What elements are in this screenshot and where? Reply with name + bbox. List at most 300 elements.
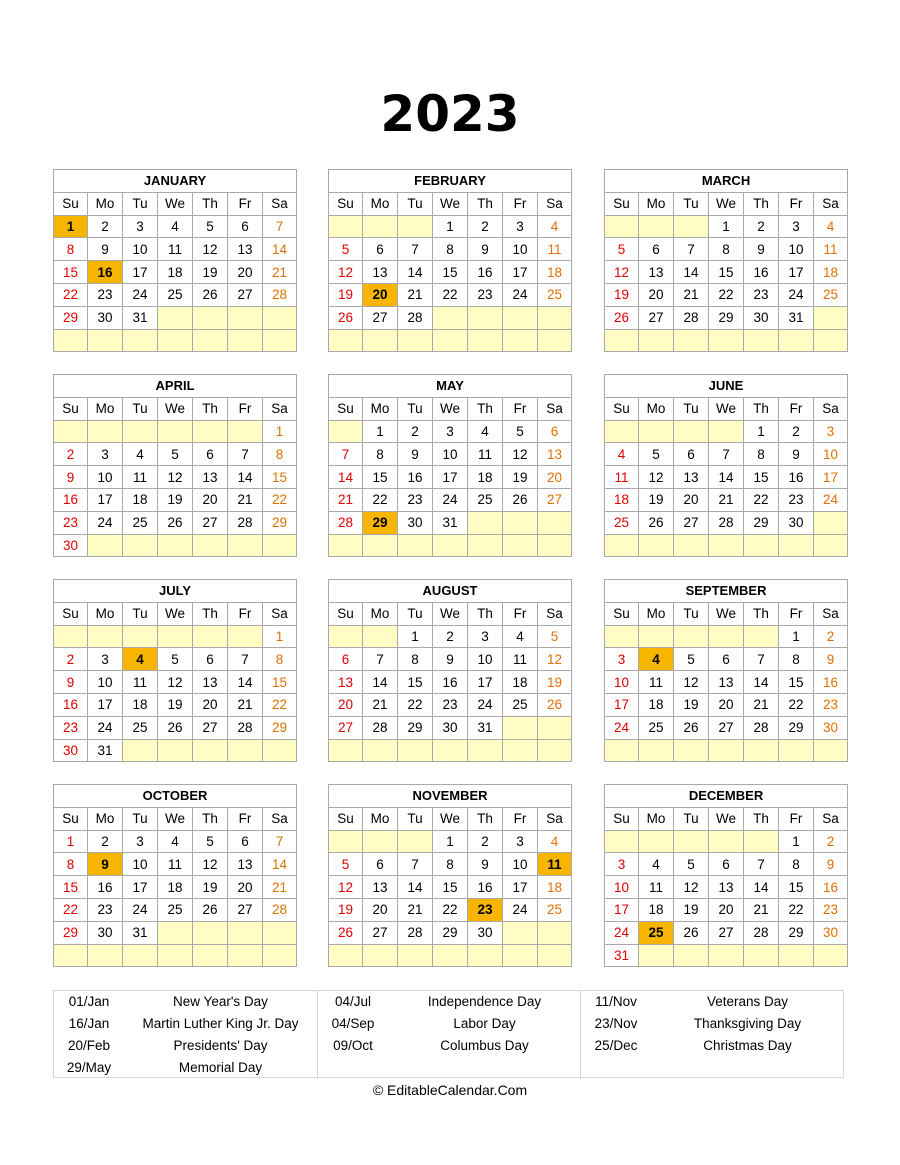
day-cell: 3 — [88, 648, 123, 671]
day-cell: 18 — [639, 898, 674, 921]
day-cell: 24 — [605, 716, 639, 739]
holiday-row — [54, 1013, 317, 1035]
weekday-header: Sa — [538, 397, 572, 420]
day-cell: 12 — [158, 466, 193, 489]
day-cell: 11 — [123, 671, 158, 694]
day-cell: 11 — [158, 238, 193, 261]
empty-cell — [503, 921, 538, 944]
empty-cell — [744, 739, 779, 762]
month-name: SEPTEMBER — [605, 580, 848, 603]
empty-cell — [329, 329, 363, 352]
empty-cell — [398, 944, 433, 967]
empty-cell — [605, 420, 639, 443]
month-calendar — [604, 579, 848, 762]
day-cell: 19 — [158, 693, 193, 716]
empty-cell — [228, 625, 263, 648]
day-cell: 15 — [363, 466, 398, 489]
day-cell: 9 — [398, 443, 433, 466]
empty-cell — [228, 739, 263, 762]
empty-cell — [605, 830, 639, 853]
weekday-header: We — [709, 807, 744, 830]
day-cell: 20 — [709, 693, 744, 716]
holiday-date: 11/Nov — [595, 994, 637, 1009]
day-cell: 21 — [329, 488, 363, 511]
empty-cell — [329, 830, 363, 853]
day-cell: 12 — [503, 443, 538, 466]
empty-cell — [123, 420, 158, 443]
weekday-header: Fr — [779, 602, 814, 625]
weekday-header: Su — [329, 807, 363, 830]
day-cell: 20 — [674, 488, 709, 511]
day-cell: 14 — [709, 466, 744, 489]
day-cell: 2 — [54, 443, 88, 466]
empty-cell — [54, 625, 88, 648]
day-cell: 10 — [123, 853, 158, 876]
empty-cell — [363, 329, 398, 352]
day-cell: 3 — [468, 625, 503, 648]
day-cell: 31 — [468, 716, 503, 739]
day-cell: 30 — [54, 534, 88, 557]
month-calendar — [328, 169, 572, 352]
day-cell: 28 — [744, 921, 779, 944]
day-cell: 16 — [88, 261, 123, 284]
day-cell: 3 — [814, 420, 848, 443]
day-cell: 22 — [363, 488, 398, 511]
empty-cell — [468, 306, 503, 329]
day-cell: 8 — [779, 648, 814, 671]
day-cell: 27 — [363, 921, 398, 944]
day-cell: 5 — [674, 853, 709, 876]
empty-cell — [123, 944, 158, 967]
day-cell: 28 — [674, 306, 709, 329]
day-cell: 1 — [263, 420, 297, 443]
footer-credit: © EditableCalendar.Com — [372, 1082, 528, 1098]
weekday-header: Mo — [88, 192, 123, 215]
day-cell: 21 — [744, 898, 779, 921]
day-cell: 4 — [538, 830, 572, 853]
day-cell: 9 — [814, 648, 848, 671]
day-cell: 11 — [605, 466, 639, 489]
day-cell: 4 — [538, 215, 572, 238]
year-title: 2023 — [380, 85, 520, 143]
empty-cell — [329, 739, 363, 762]
day-cell: 19 — [674, 693, 709, 716]
day-cell: 22 — [709, 283, 744, 306]
holiday-name: Presidents' Day — [173, 1038, 268, 1053]
day-cell: 27 — [538, 488, 572, 511]
empty-cell — [193, 306, 228, 329]
day-cell: 16 — [54, 693, 88, 716]
empty-cell — [503, 739, 538, 762]
day-cell: 11 — [503, 648, 538, 671]
day-cell: 18 — [538, 261, 572, 284]
day-cell: 29 — [398, 716, 433, 739]
empty-cell — [433, 534, 468, 557]
month-name: JULY — [54, 580, 297, 603]
day-cell: 5 — [503, 420, 538, 443]
weekday-header: Th — [744, 602, 779, 625]
weekday-header: Th — [468, 807, 503, 830]
day-cell: 6 — [329, 648, 363, 671]
empty-cell — [779, 739, 814, 762]
empty-cell — [503, 329, 538, 352]
empty-cell — [363, 534, 398, 557]
empty-cell — [503, 306, 538, 329]
day-cell: 11 — [639, 876, 674, 899]
day-cell: 29 — [744, 511, 779, 534]
weekday-header: Mo — [639, 397, 674, 420]
empty-cell — [398, 215, 433, 238]
day-cell: 22 — [398, 693, 433, 716]
weekday-header: Su — [54, 807, 88, 830]
weekday-header: We — [158, 397, 193, 420]
day-cell: 3 — [88, 443, 123, 466]
day-cell: 18 — [468, 466, 503, 489]
day-cell: 15 — [54, 876, 88, 899]
empty-cell — [538, 921, 572, 944]
day-cell: 7 — [363, 648, 398, 671]
day-cell: 6 — [363, 853, 398, 876]
day-cell: 2 — [779, 420, 814, 443]
day-cell: 23 — [54, 511, 88, 534]
empty-cell — [639, 625, 674, 648]
weekday-header: Tu — [398, 192, 433, 215]
empty-cell — [363, 739, 398, 762]
empty-cell — [779, 944, 814, 967]
empty-cell — [329, 625, 363, 648]
weekday-header: Th — [193, 807, 228, 830]
weekday-header: We — [709, 602, 744, 625]
weekday-header: Th — [744, 807, 779, 830]
weekday-header: Sa — [263, 602, 297, 625]
weekday-header: We — [433, 397, 468, 420]
weekday-header: Tu — [674, 602, 709, 625]
empty-cell — [538, 716, 572, 739]
day-cell: 22 — [263, 488, 297, 511]
day-cell: 28 — [329, 511, 363, 534]
weekday-header: Th — [468, 192, 503, 215]
day-cell: 13 — [228, 238, 263, 261]
month-name: JUNE — [605, 375, 848, 398]
day-cell: 1 — [779, 830, 814, 853]
holiday-column — [54, 991, 317, 1079]
day-cell: 20 — [228, 876, 263, 899]
day-cell: 28 — [228, 716, 263, 739]
day-cell: 18 — [123, 488, 158, 511]
day-cell: 25 — [538, 283, 572, 306]
day-cell: 5 — [158, 443, 193, 466]
day-cell: 16 — [468, 876, 503, 899]
day-cell: 30 — [468, 921, 503, 944]
weekday-header: Fr — [503, 807, 538, 830]
weekday-header: Su — [329, 192, 363, 215]
weekday-header: Tu — [123, 397, 158, 420]
day-cell: 17 — [88, 693, 123, 716]
day-cell: 9 — [88, 238, 123, 261]
empty-cell — [263, 739, 297, 762]
holiday-date: 23/Nov — [594, 1016, 638, 1031]
weekday-header: Mo — [363, 397, 398, 420]
weekday-header: We — [433, 602, 468, 625]
day-cell: 30 — [398, 511, 433, 534]
day-cell: 13 — [709, 876, 744, 899]
empty-cell — [329, 420, 363, 443]
day-cell: 7 — [263, 215, 297, 238]
holiday-name: Independence Day — [427, 994, 542, 1009]
day-cell: 24 — [433, 488, 468, 511]
holiday-name: Thanksgiving Day — [693, 1016, 802, 1031]
day-cell: 19 — [158, 488, 193, 511]
empty-cell — [744, 944, 779, 967]
day-cell: 12 — [329, 261, 363, 284]
empty-cell — [674, 215, 709, 238]
day-cell: 24 — [779, 283, 814, 306]
weekday-header: Th — [468, 602, 503, 625]
holiday-row — [581, 1013, 844, 1035]
day-cell: 10 — [88, 466, 123, 489]
day-cell: 4 — [605, 443, 639, 466]
weekday-header: We — [433, 807, 468, 830]
weekday-header: Fr — [228, 807, 263, 830]
empty-cell — [468, 944, 503, 967]
empty-cell — [639, 944, 674, 967]
weekday-header: Su — [605, 397, 639, 420]
day-cell: 30 — [433, 716, 468, 739]
weekday-header: Su — [329, 397, 363, 420]
day-cell: 4 — [503, 625, 538, 648]
empty-cell — [193, 534, 228, 557]
day-cell: 6 — [228, 215, 263, 238]
day-cell: 29 — [779, 716, 814, 739]
day-cell: 27 — [228, 283, 263, 306]
empty-cell — [363, 215, 398, 238]
day-cell: 4 — [123, 648, 158, 671]
day-cell: 22 — [433, 283, 468, 306]
empty-cell — [433, 739, 468, 762]
day-cell: 6 — [363, 238, 398, 261]
empty-cell — [605, 625, 639, 648]
day-cell: 15 — [709, 261, 744, 284]
day-cell: 25 — [158, 898, 193, 921]
month-calendar — [53, 169, 297, 352]
day-cell: 30 — [744, 306, 779, 329]
day-cell: 20 — [193, 488, 228, 511]
day-cell: 14 — [228, 671, 263, 694]
day-cell: 12 — [538, 648, 572, 671]
empty-cell — [433, 329, 468, 352]
day-cell: 9 — [54, 466, 88, 489]
empty-cell — [605, 329, 639, 352]
day-cell: 17 — [605, 693, 639, 716]
day-cell: 10 — [503, 853, 538, 876]
day-cell: 30 — [779, 511, 814, 534]
day-cell: 24 — [88, 716, 123, 739]
empty-cell — [158, 329, 193, 352]
day-cell: 14 — [363, 671, 398, 694]
day-cell: 17 — [503, 261, 538, 284]
empty-cell — [123, 739, 158, 762]
day-cell: 30 — [88, 921, 123, 944]
day-cell: 26 — [158, 716, 193, 739]
empty-cell — [158, 739, 193, 762]
empty-cell — [228, 921, 263, 944]
day-cell: 17 — [779, 261, 814, 284]
day-cell: 27 — [329, 716, 363, 739]
month-name: AUGUST — [329, 580, 572, 603]
weekday-header: Mo — [363, 192, 398, 215]
day-cell: 28 — [744, 716, 779, 739]
empty-cell — [263, 534, 297, 557]
empty-cell — [744, 329, 779, 352]
empty-cell — [503, 716, 538, 739]
day-cell: 10 — [779, 238, 814, 261]
empty-cell — [814, 306, 848, 329]
day-cell: 22 — [54, 898, 88, 921]
empty-cell — [363, 625, 398, 648]
weekday-header: Su — [54, 397, 88, 420]
day-cell: 14 — [263, 853, 297, 876]
empty-cell — [814, 534, 848, 557]
day-cell: 25 — [503, 693, 538, 716]
day-cell: 10 — [88, 671, 123, 694]
empty-cell — [744, 625, 779, 648]
empty-cell — [468, 511, 503, 534]
empty-cell — [709, 534, 744, 557]
day-cell: 2 — [398, 420, 433, 443]
day-cell: 7 — [398, 853, 433, 876]
holiday-column — [580, 991, 844, 1079]
day-cell: 3 — [779, 215, 814, 238]
day-cell: 11 — [468, 443, 503, 466]
day-cell: 23 — [814, 693, 848, 716]
day-cell: 29 — [263, 716, 297, 739]
day-cell: 27 — [639, 306, 674, 329]
day-cell: 20 — [709, 898, 744, 921]
day-cell: 27 — [228, 898, 263, 921]
day-cell: 16 — [433, 671, 468, 694]
day-cell: 18 — [538, 876, 572, 899]
day-cell: 7 — [744, 853, 779, 876]
month-name: MAY — [329, 375, 572, 398]
holiday-row — [318, 1013, 581, 1035]
day-cell: 26 — [193, 283, 228, 306]
weekday-header: Fr — [779, 397, 814, 420]
empty-cell — [88, 329, 123, 352]
holiday-name: Columbus Day — [440, 1038, 529, 1053]
weekday-header: Sa — [538, 192, 572, 215]
holiday-date: 29/May — [66, 1060, 112, 1075]
empty-cell — [639, 830, 674, 853]
weekday-header: Tu — [674, 397, 709, 420]
empty-cell — [329, 944, 363, 967]
holiday-date: 25/Dec — [594, 1038, 638, 1053]
day-cell: 26 — [193, 898, 228, 921]
day-cell: 4 — [158, 215, 193, 238]
empty-cell — [398, 329, 433, 352]
day-cell: 28 — [709, 511, 744, 534]
empty-cell — [158, 420, 193, 443]
holiday-name: Memorial Day — [178, 1060, 263, 1075]
day-cell: 13 — [363, 876, 398, 899]
weekday-header: Mo — [363, 602, 398, 625]
empty-cell — [88, 534, 123, 557]
empty-cell — [123, 625, 158, 648]
holiday-date: 04/Jul — [334, 994, 372, 1009]
day-cell: 2 — [88, 215, 123, 238]
day-cell: 29 — [433, 921, 468, 944]
day-cell: 10 — [605, 671, 639, 694]
empty-cell — [398, 534, 433, 557]
day-cell: 23 — [814, 898, 848, 921]
day-cell: 16 — [814, 876, 848, 899]
day-cell: 27 — [193, 716, 228, 739]
day-cell: 16 — [744, 261, 779, 284]
weekday-header: Su — [329, 602, 363, 625]
day-cell: 21 — [363, 693, 398, 716]
day-cell: 6 — [639, 238, 674, 261]
month-calendar — [53, 784, 297, 967]
weekday-header: Su — [54, 192, 88, 215]
empty-cell — [538, 511, 572, 534]
day-cell: 9 — [468, 238, 503, 261]
empty-cell — [744, 830, 779, 853]
empty-cell — [193, 329, 228, 352]
empty-cell — [228, 944, 263, 967]
empty-cell — [158, 944, 193, 967]
day-cell: 15 — [779, 671, 814, 694]
day-cell: 26 — [329, 921, 363, 944]
day-cell: 28 — [398, 306, 433, 329]
day-cell: 26 — [639, 511, 674, 534]
weekday-header: Mo — [639, 807, 674, 830]
day-cell: 27 — [709, 921, 744, 944]
day-cell: 1 — [779, 625, 814, 648]
day-cell: 19 — [503, 466, 538, 489]
month-calendar — [328, 579, 572, 762]
weekday-header: Sa — [814, 807, 848, 830]
day-cell: 28 — [228, 511, 263, 534]
month-name: FEBRUARY — [329, 170, 572, 193]
month-calendar — [604, 784, 848, 967]
weekday-header: Sa — [263, 807, 297, 830]
empty-cell — [193, 739, 228, 762]
empty-cell — [363, 944, 398, 967]
day-cell: 21 — [228, 693, 263, 716]
day-cell: 3 — [123, 830, 158, 853]
weekday-header: Tu — [398, 397, 433, 420]
day-cell: 7 — [674, 238, 709, 261]
day-cell: 9 — [814, 853, 848, 876]
empty-cell — [329, 215, 363, 238]
weekday-header: Sa — [814, 397, 848, 420]
empty-cell — [54, 329, 88, 352]
empty-cell — [123, 329, 158, 352]
month-calendar — [53, 579, 297, 762]
weekday-header: We — [158, 192, 193, 215]
day-cell: 21 — [263, 261, 297, 284]
day-cell: 21 — [398, 898, 433, 921]
empty-cell — [398, 739, 433, 762]
day-cell: 22 — [433, 898, 468, 921]
day-cell: 23 — [54, 716, 88, 739]
holiday-row — [318, 1035, 581, 1057]
empty-cell — [54, 420, 88, 443]
day-cell: 2 — [814, 625, 848, 648]
day-cell: 8 — [54, 853, 88, 876]
empty-cell — [674, 420, 709, 443]
weekday-header: Tu — [123, 602, 158, 625]
day-cell: 25 — [814, 283, 848, 306]
